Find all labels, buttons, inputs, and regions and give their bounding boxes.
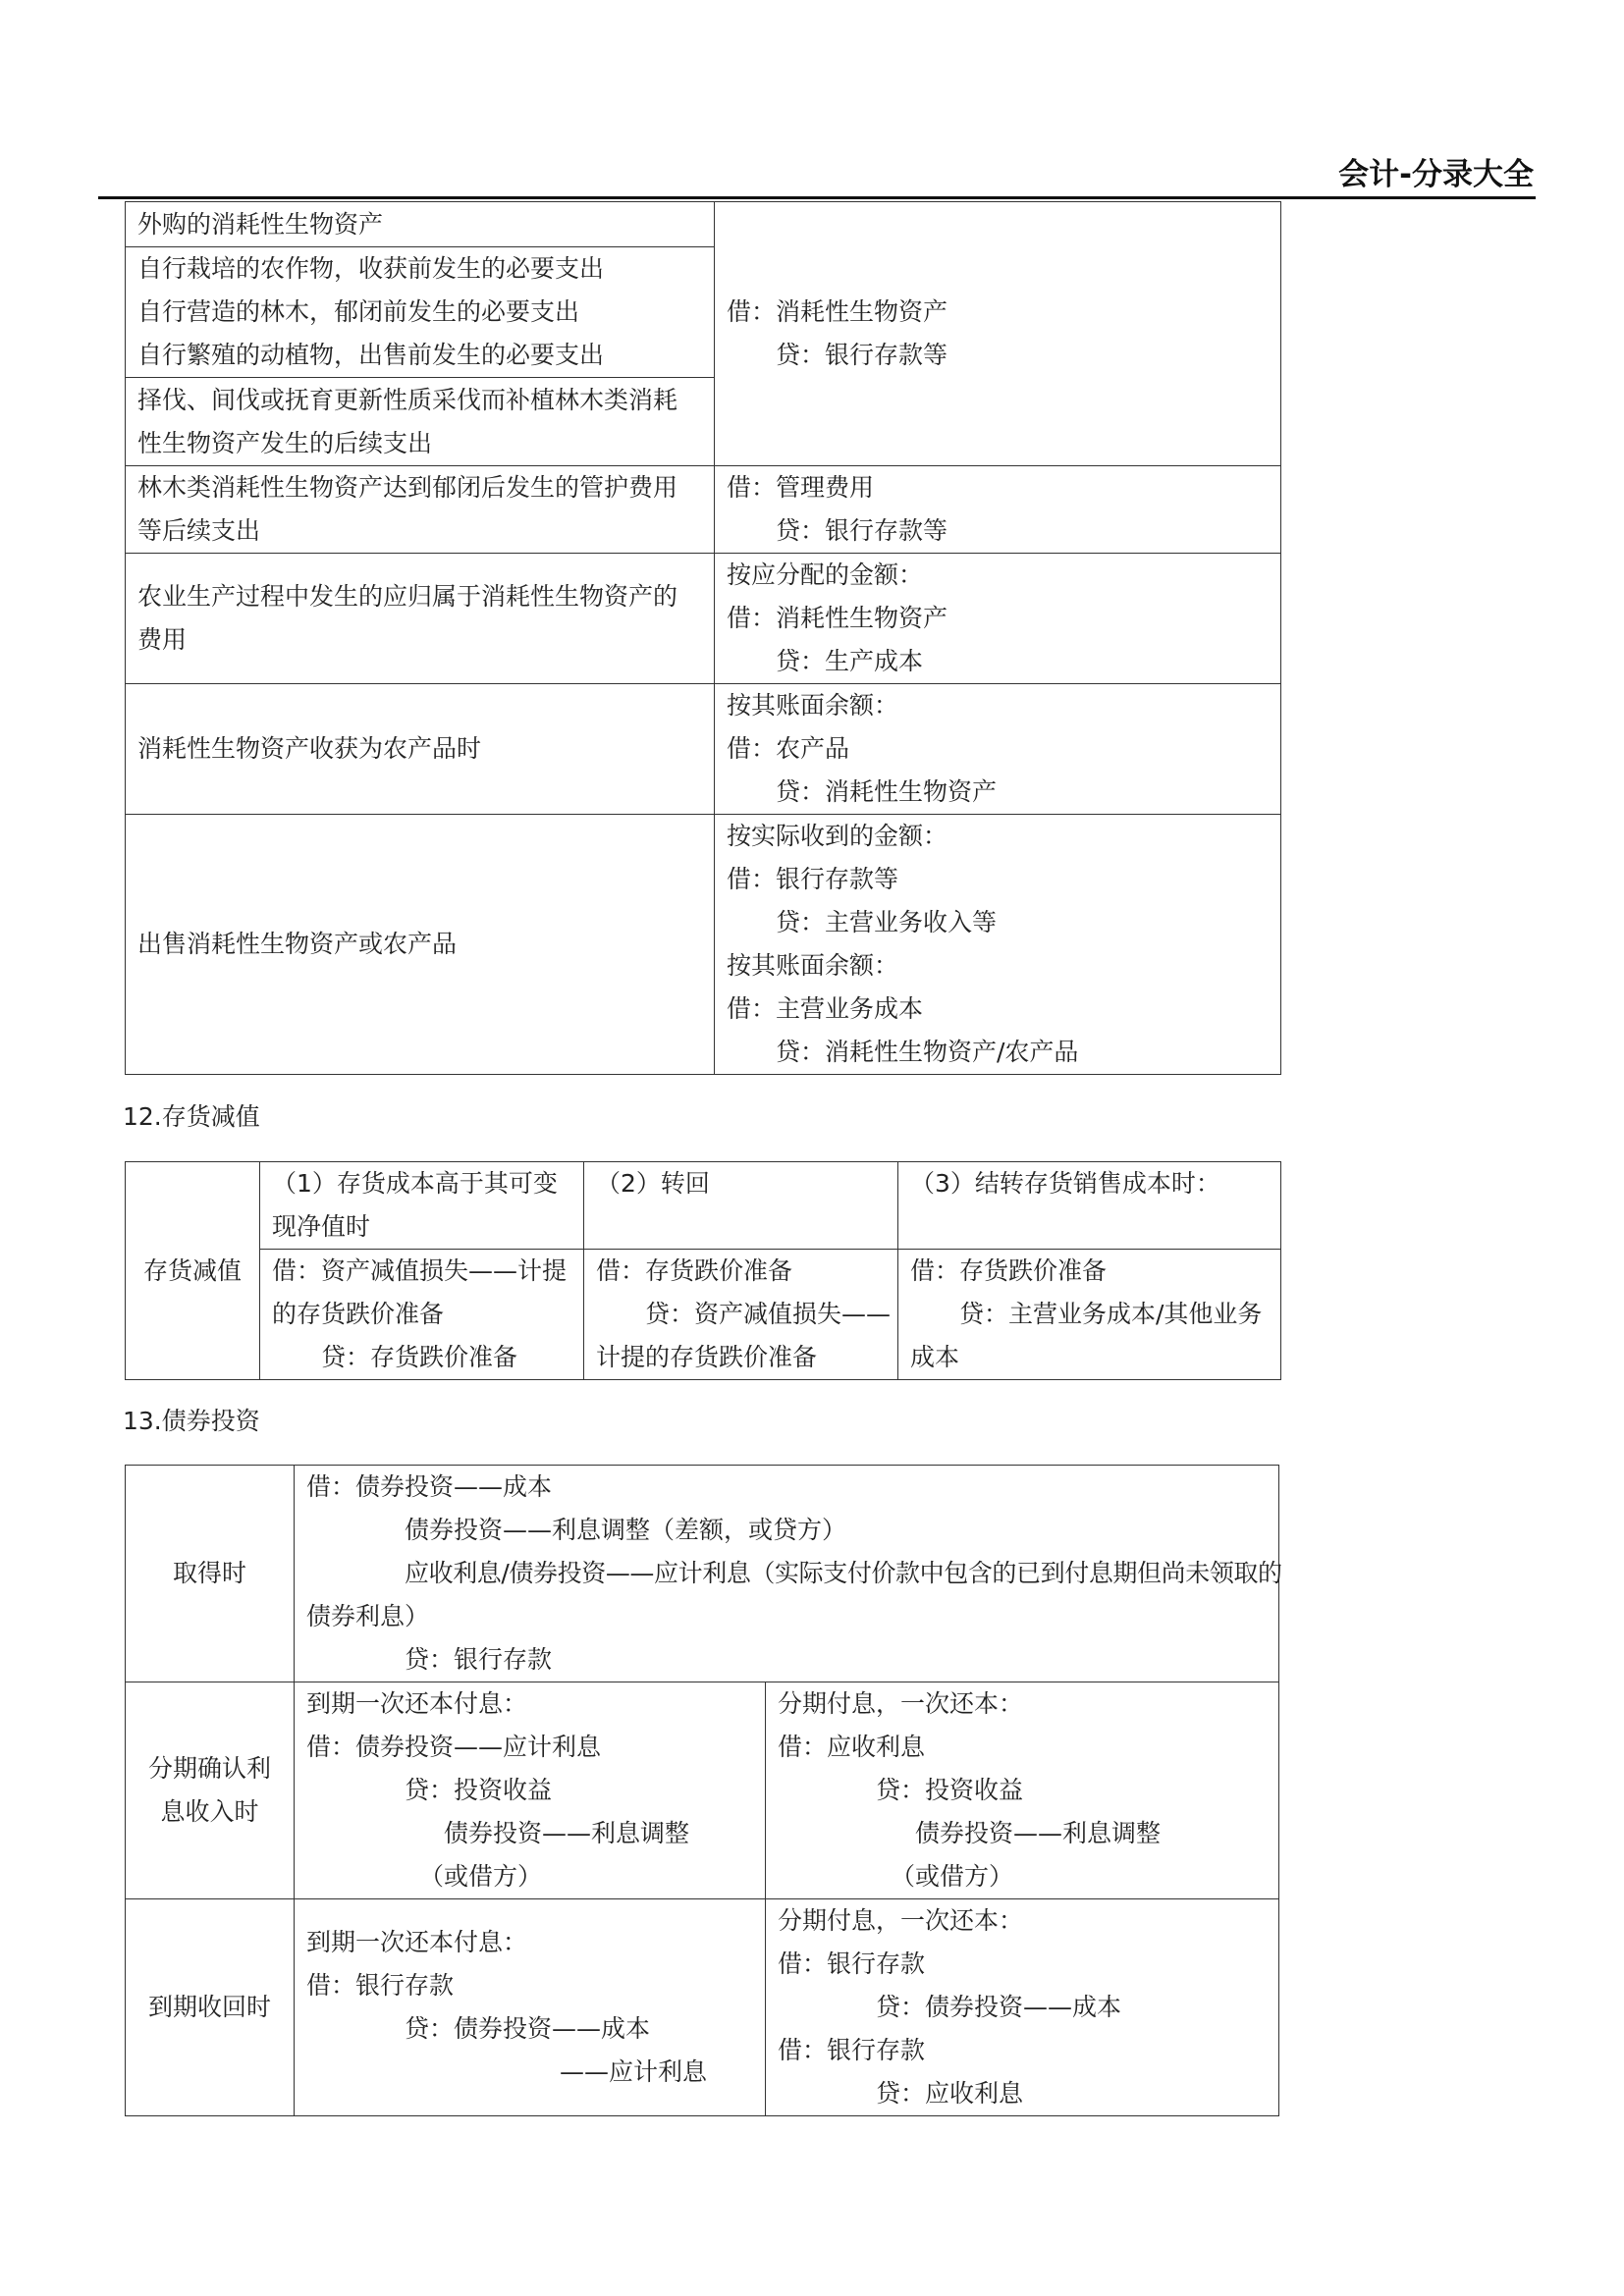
note-line: （或借方）: [419, 1862, 543, 1891]
credit-line: 贷：投资收益: [405, 1776, 553, 1804]
note-line: 到期一次还本付息：: [306, 1928, 528, 1956]
row-self-grown: [126, 247, 715, 378]
debit-line: 借：银行存款: [778, 1949, 926, 1978]
row-label-impairment: [126, 1162, 260, 1380]
debit-line: 的存货跌价准备: [272, 1300, 445, 1328]
cell-text: 性生物资产发生的后续支出: [137, 428, 433, 457]
section-heading-13: 13.债券投资: [123, 1407, 260, 1435]
col-head-1: [260, 1162, 584, 1250]
entry-cell-6: [715, 684, 1281, 815]
credit-line: 贷：存货跌价准备: [321, 1343, 518, 1371]
entry-cell-5: [715, 554, 1281, 684]
row-sale: [126, 815, 715, 1075]
debit-line: 借：资产减值损失——计提: [272, 1256, 568, 1285]
debit-line: 借：银行存款等: [727, 865, 899, 893]
page-header-title: 会计-分录大全: [1338, 157, 1534, 192]
interest-right-entry: [766, 1682, 1279, 1899]
credit-line: 贷：主营业务收入等: [776, 908, 998, 936]
cell-text: 择伐、间伐或抚育更新性质采伐而补植林木类消耗: [137, 385, 678, 414]
debit-line: 借：债券投资——应计利息: [306, 1733, 602, 1761]
note-line: （或借方）: [891, 1862, 1014, 1891]
cell-text: 自行繁殖的动植物，出售前发生的必要支出: [137, 341, 605, 369]
debit-line: 借：管理费用: [727, 473, 875, 502]
cell-text: 外购的消耗性生物资产: [137, 209, 384, 239]
credit-line: 贷：银行存款等: [776, 516, 948, 545]
debit-line: 借：存货跌价准备: [596, 1256, 793, 1285]
cell-text: 自行栽培的农作物，收获前发生的必要支出: [137, 254, 605, 283]
cell-text: 现净值时: [272, 1212, 371, 1241]
entry-cell-1: [715, 202, 1281, 466]
credit-line: ——应计利息: [560, 2057, 708, 2086]
row-production-cost: [126, 554, 715, 684]
cell-text: 出售消耗性生物资产或农产品: [137, 930, 458, 958]
cell-text: 等后续支出: [137, 516, 261, 545]
debit-line: 借：应收利息: [778, 1733, 926, 1761]
credit-line: 贷：投资收益: [876, 1776, 1024, 1804]
credit-line: 成本: [910, 1343, 960, 1371]
credit-line: 贷：债券投资——成本: [405, 2014, 651, 2043]
cell-text: 取得时: [172, 1559, 246, 1587]
debit-line: 债券利息）: [306, 1602, 430, 1630]
interest-left-entry: [295, 1682, 766, 1899]
credit-line: 贷：银行存款等: [776, 341, 948, 369]
cell-text: （2）转回: [596, 1169, 710, 1198]
acquisition-entry: [295, 1466, 1282, 1682]
credit-line: 计提的存货跌价准备: [596, 1343, 818, 1371]
cell-text: （3）结转存货销售成本时：: [910, 1169, 1220, 1198]
debit-line: 应收利息/债券投资——应计利息（实际支付价款中包含的已到付息期但尚未领取的: [405, 1559, 1282, 1587]
debit-line: 债券投资——利息调整（差额，或贷方）: [405, 1516, 847, 1544]
row-maintenance: [126, 466, 715, 554]
row-label-acquisition: [126, 1466, 295, 1682]
maturity-right-entry: [766, 1899, 1279, 2116]
cell-text: 费用: [137, 625, 188, 654]
debit-line: 借：银行存款: [306, 1971, 455, 2000]
col-body-2: [584, 1250, 898, 1380]
col-body-3: [898, 1250, 1281, 1380]
debit-line: 借：存货跌价准备: [910, 1256, 1108, 1285]
cell-text: 息收入时: [160, 1797, 259, 1826]
note-line: 到期一次还本付息：: [306, 1689, 528, 1718]
note-line: 按其账面余额：: [727, 951, 899, 980]
inventory-impairment-table: [125, 1161, 1281, 1380]
row-harvest: [126, 684, 715, 815]
header-divider: [98, 196, 1536, 199]
col-head-2: [584, 1162, 898, 1250]
debit-line: 借：债券投资——成本: [306, 1472, 553, 1501]
credit-line: 债券投资——利息调整: [444, 1819, 690, 1847]
biological-assets-table: [125, 201, 1281, 1075]
note-line: 分期付息，一次还本：: [778, 1906, 1024, 1935]
cell-text: 林木类消耗性生物资产达到郁闭后发生的管护费用: [137, 473, 678, 502]
entry-cell-7: [715, 815, 1281, 1075]
row-felling: [126, 378, 715, 466]
row-outsourced: [126, 202, 715, 247]
row-label-maturity: [126, 1899, 295, 2116]
credit-line: 贷：应收利息: [876, 2079, 1024, 2108]
credit-line: 贷：主营业务成本/其他业务: [959, 1300, 1263, 1328]
section-heading-12: 12.存货减值: [123, 1102, 260, 1131]
credit-line: 债券投资——利息调整: [915, 1819, 1162, 1847]
cell-text: 分期确认利: [147, 1754, 271, 1783]
cell-text: 自行营造的林木，郁闭前发生的必要支出: [137, 297, 580, 326]
bond-investment-table: [125, 1465, 1282, 2116]
debit-line: 借：银行存款: [778, 2036, 926, 2064]
cell-text: 农业生产过程中发生的应归属于消耗性生物资产的: [137, 582, 678, 611]
col-body-1: [260, 1250, 584, 1380]
debit-line: 借：农产品: [727, 734, 850, 763]
credit-line: 贷：消耗性生物资产/农产品: [776, 1038, 1079, 1066]
debit-line: 借：主营业务成本: [727, 994, 924, 1023]
credit-line: 贷：生产成本: [776, 647, 924, 675]
cell-text: 到期收回时: [147, 1993, 271, 2021]
debit-line: 借：消耗性生物资产: [727, 297, 948, 326]
credit-line: 贷：消耗性生物资产: [776, 777, 998, 806]
credit-line: 贷：资产减值损失——: [645, 1300, 892, 1328]
cell-text: （1）存货成本高于其可变: [272, 1169, 558, 1198]
maturity-left-entry: [295, 1899, 766, 2116]
cell-text: 消耗性生物资产收获为农产品时: [137, 734, 482, 763]
note-line: 按实际收到的金额：: [727, 822, 948, 850]
note-line: 按其账面余额：: [727, 691, 899, 720]
cell-text: 存货减值: [142, 1255, 242, 1285]
row-label-interest: [126, 1682, 295, 1899]
note-line: 分期付息，一次还本：: [778, 1689, 1024, 1718]
note-line: 按应分配的金额：: [727, 561, 924, 589]
col-head-3: [898, 1162, 1281, 1250]
credit-line: 贷：债券投资——成本: [876, 1993, 1122, 2021]
credit-line: 贷：银行存款: [405, 1645, 553, 1674]
debit-line: 借：消耗性生物资产: [727, 604, 948, 632]
entry-cell-4: [715, 466, 1281, 554]
